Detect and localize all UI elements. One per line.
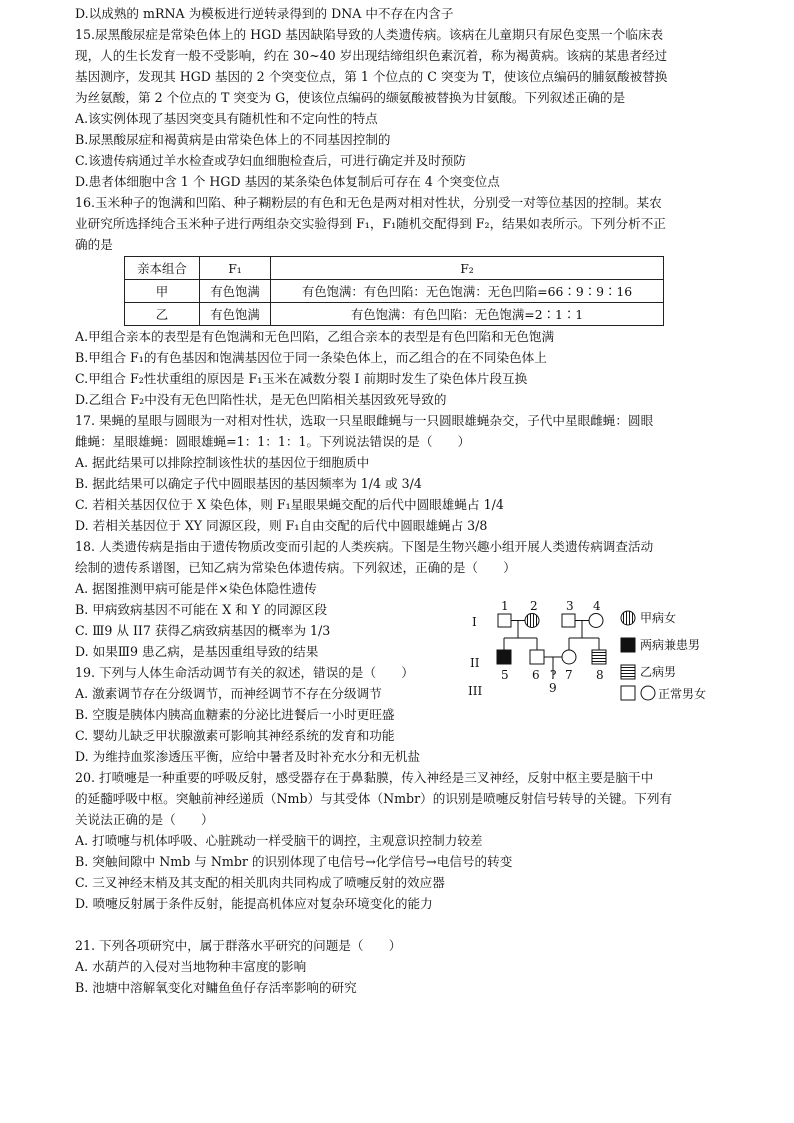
gen-label: I [472, 615, 477, 629]
q15-option-d: D.患者体细胞中含 1 个 HGD 基因的某条染色体复制后可存在 4 个突变位点 [75, 174, 500, 189]
q16-stem: 业研究所选择纯合玉米种子进行两组杂交实验得到 F₁，F₁随机交配得到 F₂，结果如表所示。下列分析不正 [75, 216, 666, 231]
normal-male-symbol [562, 614, 575, 627]
q18-stem: 绘制的遗传系谱图，已知乙病为常染色体遗传病。下列叙述，正确的是（ ） [75, 560, 516, 575]
table-cell: 有色饱满：有色凹陷：无色饱满=2∶1∶1 [271, 303, 664, 326]
q15-option-c: C.该遗传病通过羊水检查或孕妇血细胞检查后，可进行确定并及时预防 [75, 153, 467, 168]
q18-option-d: D. 如果Ⅲ9 患乙病，是基因重组导致的结果 [75, 644, 319, 659]
q18-stem: 18. 人类遗传病是指由于遗传物质改变而引起的人类疾病。下图是生物兴趣小组开展人类遗传病调查活动 [75, 539, 654, 554]
legend-label: 甲病女 [640, 611, 677, 625]
q18-option-b: B. 甲病致病基因不可能在 X 和 Y 的同源区段 [75, 602, 328, 617]
q15-stem: 基因测序，发现其 HGD 基因的 2 个突变位点，第 1 个位点的 C 突变为 T，使该位点编码的脯氨酸被替换 [75, 69, 668, 84]
q18-option-c: C. Ⅲ9 从 II7 获得乙病致病基因的概率为 1/3 [75, 623, 331, 638]
q19-option-d: D. 为维持血浆渗透压平衡，应给中暑者及时补充水分和无机盐 [75, 749, 421, 764]
q16-option-a: A.甲组合亲本的表型是有色饱满和无色凹陷，乙组合亲本的表型是有色凹陷和无色饱满 [75, 329, 555, 344]
person-number: 5 [501, 668, 509, 682]
person-number: 7 [565, 668, 573, 682]
q20-option-a: A. 打喷嚏与机体呼吸、心脏跳动一样受脑干的调控，主观意识控制力较差 [75, 833, 483, 848]
table-cell: 乙 [125, 303, 200, 326]
normal-male-symbol [498, 614, 511, 627]
q20-stem: 20. 打喷嚏是一种重要的呼吸反射，感受器存在于鼻黏膜，传入神经是三叉神经，反射中枢主要是脑干中 [75, 770, 654, 785]
q16-option-d: D.乙组合 F₂中没有无色凹陷性状，是无色凹陷相关基因致死导致的 [75, 392, 447, 407]
q20-stem: 关说法正确的是（ ） [75, 812, 214, 827]
q15-stem: 现，人的生长发育一般不受影响，约在 30~40 岁出现结缔组织色素沉着，称为褐黄病。该病的某患者经过 [75, 48, 668, 63]
table-cell: 甲 [125, 280, 200, 303]
affected-female-a-symbol [525, 614, 539, 628]
person-number: 9 [549, 681, 557, 695]
person-number: 3 [566, 599, 574, 613]
q20-option-d: D. 喷嚏反射属于条件反射，能提高机体应对复杂环境变化的能力 [75, 896, 433, 911]
q17-option-d: D. 若相关基因位于 XY 同源区段，则 F₁自由交配的后代中圆眼雄蝇占 3/8 [75, 518, 488, 533]
pedigree-diagram [466, 588, 766, 703]
gen-label: II [470, 656, 480, 670]
q21-option-b: B. 池塘中溶解氧变化对鳙鱼鱼仔存活率影响的研究 [75, 980, 357, 995]
legend-label: 两病兼患男 [640, 638, 701, 652]
q19-option-a: A. 激素调节存在分级调节，而神经调节不存在分级调节 [75, 686, 382, 701]
person-number: 8 [596, 668, 604, 682]
gen-label: III [468, 684, 483, 698]
q20-option-b: B. 突触间隙中 Nmb 与 Nmbr 的识别体现了电信号→化学信号→电信号的转变 [75, 854, 513, 869]
q16-stem: 16.玉米种子的饱满和凹陷、种子糊粉层的有色和无色是两对相对性状，分别受一对等位基因的控制。某农 [75, 195, 662, 210]
legend-affected-female-a-icon [621, 611, 635, 625]
q14-option-d: D.以成熟的 mRNA 为模板进行逆转录得到的 DNA 中不存在内含子 [75, 6, 454, 21]
q15-option-b: B.尿黑酸尿症和褐黄病是由常染色体上的不同基因控制的 [75, 132, 391, 147]
table-row [125, 303, 664, 326]
person-number: 1 [501, 599, 509, 613]
legend-both-diseases-male-icon [621, 638, 635, 652]
normal-female-symbol [562, 650, 576, 664]
table-header: 亲本组合 [125, 257, 200, 280]
q19-option-b: B. 空腹是胰体内胰高血糖素的分泌比进餐后一小时更旺盛 [75, 707, 395, 722]
affected-male-b-symbol [592, 650, 606, 664]
legend-affected-male-b-icon [621, 665, 635, 679]
q16-stem: 确的是 [75, 237, 113, 252]
unknown-mark: ? [550, 668, 557, 682]
person-number: 6 [532, 668, 540, 682]
q20-option-c: C. 三叉神经末梢及其支配的相关肌肉共同构成了喷嚏反射的效应器 [75, 875, 445, 890]
q15-stem: 为丝氨酸，第 2 个位点的 T 突变为 G，使该位点编码的缬氨酸被替换为甘氨酸。下列叙述正确的是 [75, 90, 626, 105]
q15-stem: 15.尿黑酸尿症是常染色体上的 HGD 基因缺陷导致的人类遗传病。该病在儿童期只有尿色变黑一个临床表 [75, 27, 664, 42]
q19-option-c: C. 婴幼儿缺乏甲状腺激素可影响其神经系统的发育和功能 [75, 728, 395, 743]
q20-stem: 的延髓呼吸中枢。突触前神经递质（Nmb）与其受体（Nmbr）的识别是喷嚏反射信号转导的关键。下列有 [75, 791, 673, 806]
q21-option-a: A. 水葫芦的入侵对当地物种丰富度的影响 [75, 959, 307, 974]
table-cell: 有色饱满：有色凹陷：无色饱满：无色凹陷=66∶9∶9∶16 [271, 280, 664, 303]
q21-stem: 21. 下列各项研究中，属于群落水平研究的问题是（ ） [75, 938, 402, 953]
q17-option-a: A. 据此结果可以排除控制该性状的基因位于细胞质中 [75, 455, 370, 470]
q17-option-c: C. 若相关基因仅位于 X 染色体，则 F₁星眼果蝇交配的后代中圆眼雄蝇占 1/4 [75, 497, 504, 512]
legend-normal-male-icon [621, 686, 635, 700]
q16-option-c: C.甲组合 F₂性状重组的原因是 F₁玉米在减数分裂 I 前期时发生了染色体片段互换 [75, 371, 528, 386]
q17-stem: 17. 果蝇的星眼与圆眼为一对相对性状，选取一只星眼雌蝇与一只圆眼雄蝇杂交，子代中星眼雌蝇：圆眼 [75, 413, 654, 428]
table-cell: 有色饱满 [200, 303, 271, 326]
legend-label: 正常男女 [658, 687, 707, 701]
q16-option-b: B.甲组合 F₁的有色基因和饱满基因位于同一条染色体上，而乙组合的在不同染色体上 [75, 350, 547, 365]
table-row [125, 280, 664, 303]
legend-label: 乙病男 [640, 665, 677, 679]
q15-option-a: A.该实例体现了基因突变具有随机性和不定向性的特点 [75, 111, 378, 126]
legend-normal-female-icon [641, 686, 655, 700]
table-header: F₂ [271, 257, 664, 280]
q17-option-b: B. 据此结果可以确定子代中圆眼基因的基因频率为 1/4 或 3/4 [75, 476, 422, 491]
q17-stem: 雌蝇：星眼雄蝇：圆眼雄蝇=1：1：1：1。下列说法错误的是（ ） [75, 434, 471, 449]
table-header-row [125, 257, 664, 280]
both-diseases-male-symbol [497, 650, 511, 664]
q16-table [124, 256, 664, 326]
person-number: 4 [593, 599, 601, 613]
normal-female-symbol [589, 614, 603, 628]
q18-option-a: A. 据图推测甲病可能是伴×染色体隐性遗传 [75, 581, 317, 596]
table-header: F₁ [200, 257, 271, 280]
person-number: 2 [530, 599, 538, 613]
normal-male-symbol [530, 650, 544, 664]
table-cell: 有色饱满 [200, 280, 271, 303]
q19-stem: 19. 下列与人体生命活动调节有关的叙述，错误的是（ ） [75, 665, 414, 680]
